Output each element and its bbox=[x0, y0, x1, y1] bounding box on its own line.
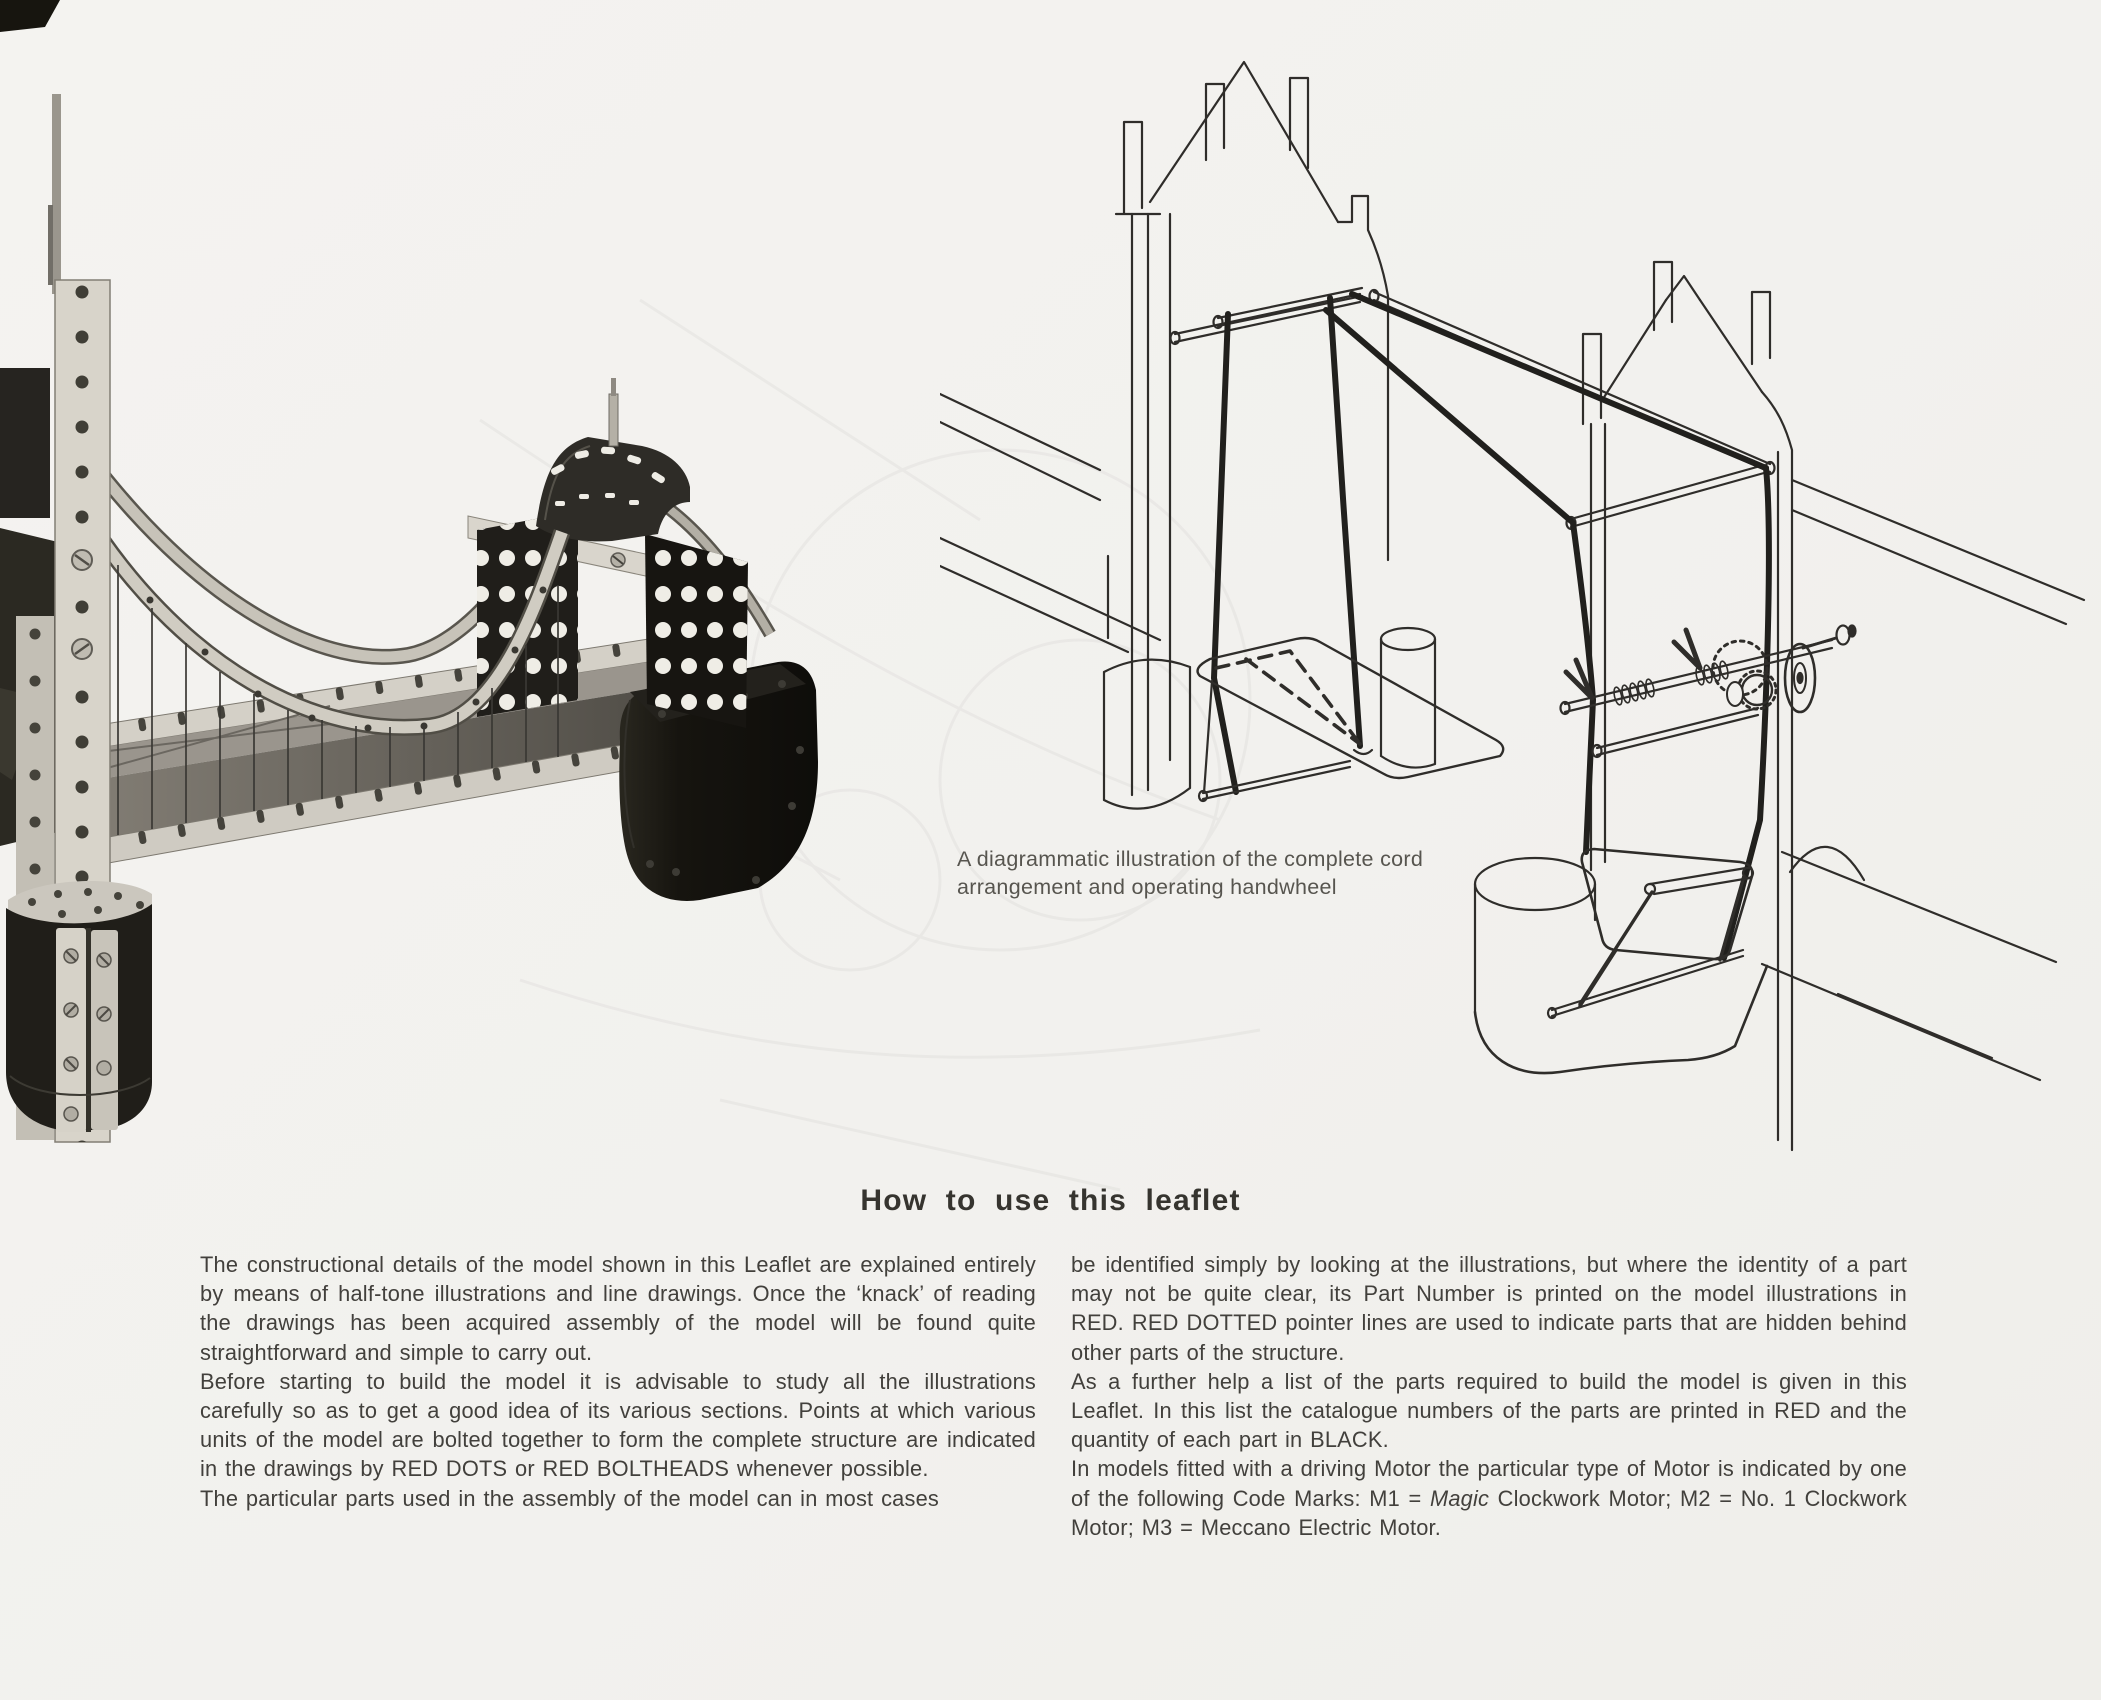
motor-codes-text-end: Clockwork Motor; M2 = No. 1 Clockwork Motor; M3 = Meccano Electric Motor. bbox=[1071, 1485, 1907, 1540]
diagram-caption bbox=[957, 845, 1477, 901]
right-column bbox=[1071, 1250, 1907, 1542]
dashed-pointer-lines bbox=[1216, 651, 1360, 744]
paragraph: Before starting to build the model it is advisable to study all the illustrations carefully so as to get a good idea of its various sections. Points at which various units of the model are bolted together to form the complete structure are indicated in the drawings by RED DOTS or RED BOLTHEADS whenever possible. bbox=[200, 1368, 1036, 1482]
paragraph: be identified simply by looking at the illustrations, but where the identity of a part may not be quite clear, its Part Number is printed on the model illustrations in RED. RED DOTTED pointer lines are used to indicate parts that are hidden behind other parts of the structure. bbox=[1071, 1252, 1907, 1365]
left-column bbox=[200, 1250, 1036, 1513]
paragraph bbox=[1071, 1454, 1907, 1542]
photo-corner-shadow bbox=[0, 0, 60, 32]
paragraph: As a further help a list of the parts required to build the model is given in this Leaflet. In this list the catalogue numbers of the parts are printed in RED and the quantity of each part in BLACK. bbox=[1071, 1368, 1907, 1453]
section-heading: How to use this leaflet bbox=[860, 1184, 1241, 1217]
cord-arrangement-diagram bbox=[940, 60, 2090, 1340]
paragraph: The particular parts used in the assembly of the model can in most cases bbox=[200, 1485, 940, 1511]
handwheel bbox=[1785, 626, 1856, 713]
paragraph: The constructional details of the model shown in this Leaflet are explained entirely by means of half-tone illustrations and line drawings. Once the ‘knack’ of reading the drawings has been acquired assembly of the model will be found quite straightforward and simple to carry out. bbox=[200, 1252, 1036, 1365]
motor-codes-text: In models fitted with a driving Motor the particular type of Motor is indicated by one of the following Code Marks: M1 = bbox=[1071, 1456, 1907, 1511]
bridge-model-photo bbox=[0, 0, 820, 1145]
caption-line-2: arrangement and operating handwheel bbox=[957, 875, 1337, 899]
caption-line-1: A diagrammatic illustration of the complete cord bbox=[957, 847, 1424, 871]
magic-motor-name: Magic bbox=[1429, 1485, 1490, 1511]
